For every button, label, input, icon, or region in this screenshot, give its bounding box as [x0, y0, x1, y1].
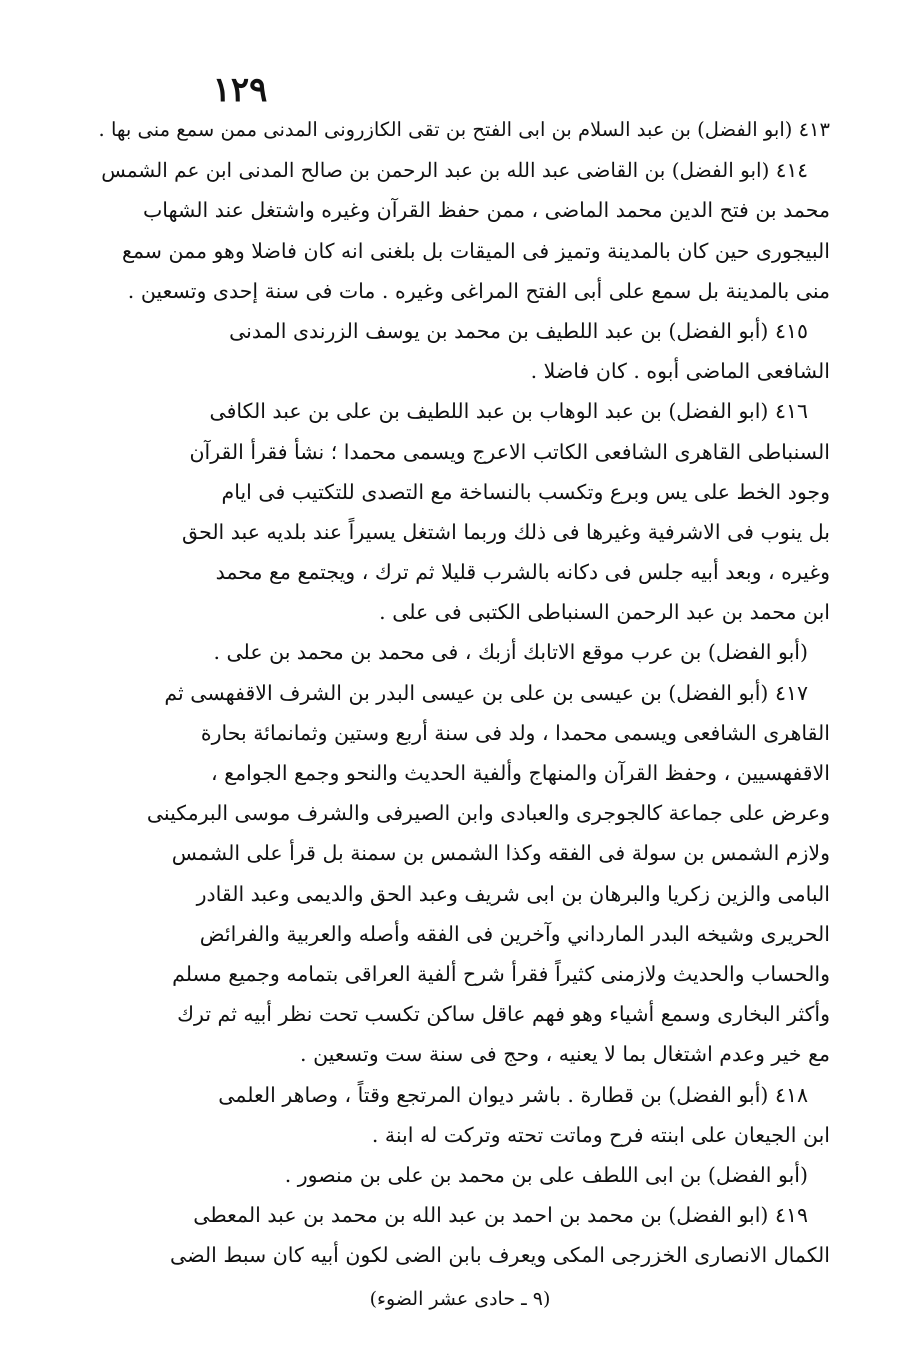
- text-line: البامى والزين زكريا والبرهان بن ابى شريف وعبد الحق والديمى وعبد القادر: [196, 881, 830, 906]
- text-line: بل ينوب فى الاشرفية وغيرها فى ذلك وربما اشتغل يسيراً عند بلديه عبد الحق: [181, 519, 830, 544]
- text-line: ابن محمد بن عبد الرحمن السنباطى الكتبى فى على .: [379, 600, 830, 625]
- text-line: ولازم الشمس بن سولة فى الفقه وكذا الشمس بن سمنة بل قرأ على الشمس: [171, 841, 830, 866]
- text-line: (أبو الفضل) بن عرب موقع الاتابك أزبك ، فى محمد بن محمد بن على .: [213, 640, 808, 665]
- text-line: منى بالمدينة بل سمع على أبى الفتح المراغى وغيره . مات فى سنة إحدى وتسعين .: [127, 278, 830, 303]
- text-line: وغيره ، وبعد أبيه جلس فى دكانه بالشرب قليلا ثم ترك ، ويجتمع مع محمد: [215, 560, 830, 585]
- text-line: وجود الخط على يس وبرع وتكسب بالنساخة مع التصدى للتكتيب فى ايام: [221, 479, 830, 504]
- text-line: ٤١٧ (أبو الفضل) بن عيسى بن على بن عيسى البدر بن الشرف الاقفهسى ثم: [164, 680, 808, 705]
- text-line: ٤١٩ (ابو الفضل) بن محمد بن احمد بن عبد الله بن محمد بن عبد المعطى: [193, 1203, 808, 1228]
- page-footer-signature: (٩ ـ حادى عشر الضوء): [369, 1288, 551, 1310]
- text-line: والحساب والحديث ولازمنى كثيراً فقرأ شرح ألفية العراقى بتمامه وجميع مسلم: [172, 961, 830, 986]
- text-line: ٤١٥ (أبو الفضل) بن عبد اللطيف بن محمد بن يوسف الزرندى المدنى: [229, 318, 808, 343]
- text-line: الشافعى الماضى أبوه . كان فاضلا .: [530, 359, 830, 384]
- text-body: [90, 110, 830, 1275]
- text-line: الحريرى وشيخه البدر المارداني وآخرين فى الفقه وأصله والعربية والفرائض: [199, 921, 830, 946]
- text-line: ٤١٤ (ابو الفضل) بن القاضى عبد الله بن عبد الرحمن بن صالح المدنى ابن عم الشمس: [101, 158, 808, 183]
- text-line: وأكثر البخارى وسمع أشياء وهو فهم عاقل ساكن تكسب تحت نظر أبيه ثم ترك: [177, 1002, 830, 1027]
- text-line: مع خير وعدم اشتغال بما لا يعنيه ، وحج فى سنة ست وتسعين .: [300, 1042, 830, 1067]
- text-line: ابن الجيعان على ابنته فرح وماتت تحته وتركت له ابنة .: [371, 1122, 830, 1147]
- text-line: الكمال الانصارى الخزرجى المكى ويعرف بابن الضى لكون أبيه كان سبط الضى: [170, 1243, 830, 1268]
- text-line: (أبو الفضل) بن ابى اللطف على بن محمد بن على بن منصور .: [284, 1162, 808, 1187]
- text-line: ٤١٣ (ابو الفضل) بن عبد السلام بن ابى الفتح بن تقى الكازرونى المدنى ممن سمع منى بها .: [98, 118, 830, 141]
- text-line: وعرض على جماعة كالجوجرى والعبادى وابن الصيرفى والشرف موسى البرمكينى: [146, 801, 830, 826]
- text-line: البيجورى حين كان بالمدينة وتميز فى الميقات بل بلغنى انه كان فاضلا وهو ممن سمع: [122, 238, 830, 263]
- text-line: ٤١٦ (ابو الفضل) بن عبد الوهاب بن عبد اللطيف بن على بن عبد الكافى: [209, 399, 808, 424]
- text-line: ٤١٨ (أبو الفضل) بن قطارة . باشر ديوان المرتجع وقتاً ، وصاهر العلمى: [218, 1082, 808, 1107]
- text-line: محمد بن فتح الدين محمد الماضى ، ممن حفظ القرآن وغيره واشتغل عند الشهاب: [142, 198, 830, 223]
- page-number: ١٢٩: [212, 70, 268, 110]
- text-line: الاقفهسيين ، وحفظ القرآن والمنهاج وألفية الحديث والنحو وجمع الجوامع ،: [211, 761, 830, 785]
- text-line: القاهرى الشافعى ويسمى محمدا ، ولد فى سنة أربع وستين وثمانمائة بحارة: [200, 720, 830, 745]
- text-line: السنباطى القاهرى الشافعى الكاتب الاعرج ويسمى محمدا ؛ نشأ فقرأ القرآن: [189, 439, 830, 464]
